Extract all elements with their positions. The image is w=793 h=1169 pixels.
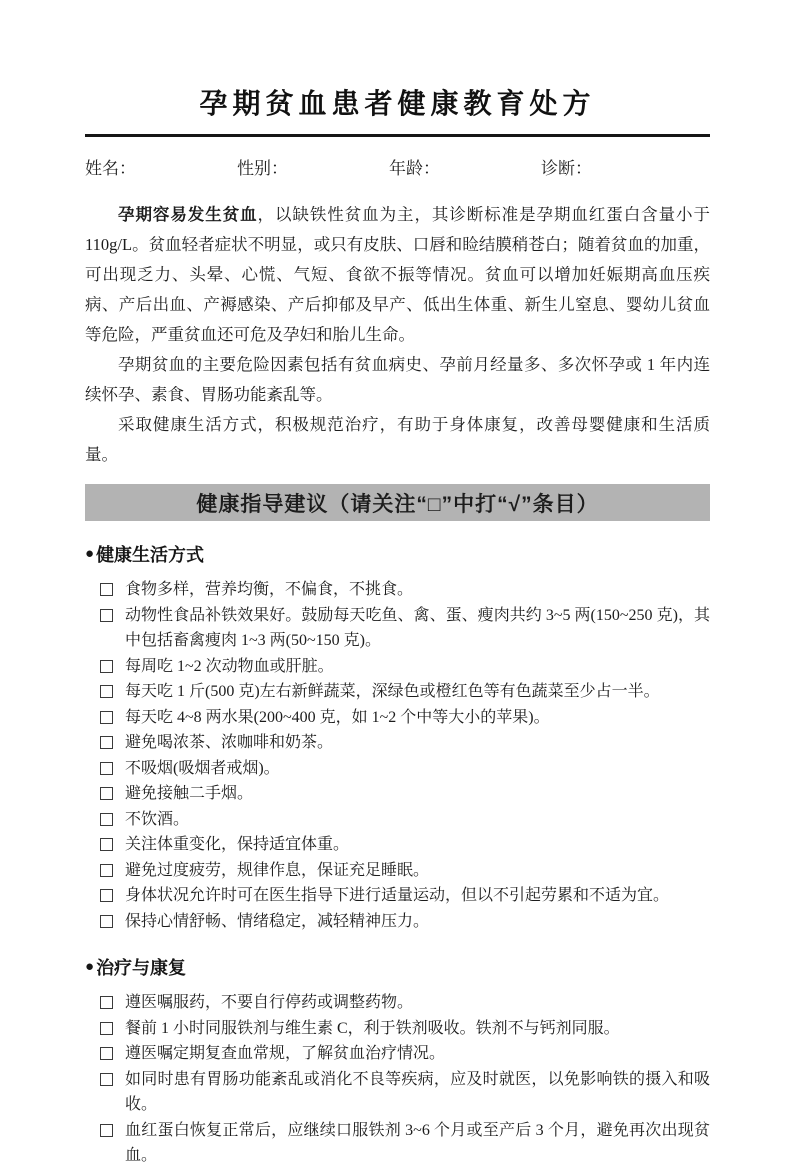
healthy-lifestyle-checklist (85, 577, 710, 934)
list-item (100, 990, 710, 1016)
list-item (100, 858, 710, 884)
checkbox-icon[interactable] (100, 996, 113, 1009)
list-item-text: 关注体重变化，保持适宜体重。 (125, 836, 350, 854)
checkbox-icon[interactable] (100, 813, 113, 826)
list-item (100, 909, 710, 935)
intro-paragraph-1-lead: 孕期容易发生贫血 (118, 205, 258, 225)
list-item-text: 餐前 1 小时同服铁剂与维生素 C，利于铁剂吸收。铁剂不与钙剂同服。 (125, 1019, 620, 1037)
list-item-text: 遵医嘱服药，不要自行停药或调整药物。 (125, 994, 414, 1012)
list-item (100, 1067, 710, 1118)
checkbox-icon[interactable] (100, 736, 113, 749)
section-banner-title: 健康指导建议（请关注“□”中打“√”条目） (196, 492, 599, 516)
treatment-recovery-checklist (85, 990, 710, 1169)
checkbox-icon[interactable] (100, 609, 113, 622)
list-item-text: 身体状况允许时可在医生指导下进行适量运动，但以不引起劳累和不适为宜。 (125, 887, 670, 905)
checkbox-icon[interactable] (100, 583, 113, 596)
intro-paragraph-2: 孕期贫血的主要危险因素包括有贫血病史、孕前月经量多、多次怀孕或 1 年内连续怀孕、素食、胃肠功能紊乱等。 (85, 355, 710, 405)
list-item-text: 每天吃 1 斤(500 克)左右新鲜蔬菜，深绿色或橙红色等有色蔬菜至少占一半。 (125, 683, 660, 701)
list-item-text: 血红蛋白恢复正常后，应继续口服铁剂 3~6 个月或至产后 3 个月，避免再次出现贫血。 (125, 1121, 710, 1165)
page-title: 孕期贫血患者健康教育处方 (199, 88, 596, 119)
section-banner (85, 484, 710, 521)
checkbox-icon[interactable] (100, 889, 113, 902)
list-item (100, 1016, 710, 1042)
checkbox-icon[interactable] (100, 762, 113, 775)
intro-paragraph-1 (85, 200, 710, 350)
list-item-text: 避免过度疲劳，规律作息，保证充足睡眠。 (125, 861, 430, 879)
list-item-text: 每周吃 1~2 次动物血或肝脏。 (125, 657, 334, 675)
list-item (100, 603, 710, 654)
checkbox-icon[interactable] (100, 1022, 113, 1035)
checkbox-icon[interactable] (100, 864, 113, 877)
list-item (100, 654, 710, 680)
section-heading-label: 治疗与康复 (96, 958, 187, 979)
gender-field-label: 性别： (237, 159, 288, 179)
title-divider (85, 134, 710, 137)
list-item (100, 1041, 710, 1067)
age-field-label: 年龄： (389, 159, 440, 179)
checkbox-icon[interactable] (100, 915, 113, 928)
list-item-text: 避免接触二手烟。 (125, 785, 254, 803)
list-item (100, 883, 710, 909)
list-item-text: 每天吃 4~8 两水果(200~400 克，如 1~2 个中等大小的苹果)。 (125, 708, 550, 726)
intro-text (85, 200, 710, 470)
list-item-text: 避免喝浓茶、浓咖啡和奶茶。 (125, 734, 334, 752)
patient-info-row (85, 154, 710, 179)
list-item-text: 保持心情舒畅、情绪稳定，减轻精神压力。 (125, 912, 430, 930)
diagnosis-field-label: 诊断： (541, 159, 592, 179)
checkbox-icon[interactable] (100, 685, 113, 698)
list-item (100, 577, 710, 603)
section-heading-healthy-lifestyle (85, 541, 710, 567)
checkbox-icon[interactable] (100, 1124, 113, 1137)
bullet-icon: ● (85, 958, 95, 975)
checkbox-icon[interactable] (100, 838, 113, 851)
checkbox-icon[interactable] (100, 711, 113, 724)
name-field-label: 姓名： (85, 159, 136, 179)
bullet-icon: ● (85, 545, 95, 562)
list-item-text: 遵医嘱定期复查血常规，了解贫血治疗情况。 (125, 1045, 446, 1063)
intro-paragraph-1-body: ，以缺铁性贫血为主，其诊断标准是孕期血红蛋白含量小于 110g/L。贫血轻者症状不明显，或只有皮肤、口唇和睑结膜稍苍白；随着贫血的加重，可出现乏力、头晕、心慌、气短、食欲不振等情况。贫血可以增加妊娠期高血压疾病、产后出血、产褥感染、产后抑郁及早产、低出生体重、新生儿窒息、婴幼儿贫血等危险，严重贫血还可危及孕妇和胎儿生命。 (85, 205, 711, 345)
checkbox-icon[interactable] (100, 660, 113, 673)
checkbox-icon[interactable] (100, 787, 113, 800)
list-item (100, 832, 710, 858)
list-item (100, 756, 710, 782)
section-heading-label: 健康生活方式 (96, 545, 205, 566)
section-heading-treatment-recovery (85, 954, 710, 980)
list-item (100, 781, 710, 807)
list-item-text: 不吸烟(吸烟者戒烟)。 (125, 759, 280, 777)
list-item-text: 如同时患有胃肠功能紊乱或消化不良等疾病，应及时就医，以免影响铁的摄入和吸收。 (125, 1070, 710, 1114)
list-item (100, 705, 710, 731)
checkbox-icon[interactable] (100, 1073, 113, 1086)
list-item-text: 食物多样，营养均衡，不偏食，不挑食。 (125, 581, 414, 599)
list-item (100, 730, 710, 756)
intro-paragraph-3: 采取健康生活方式，积极规范治疗，有助于身体康复，改善母婴健康和生活质量。 (85, 415, 710, 465)
list-item-text: 不饮酒。 (125, 810, 190, 828)
checkbox-icon[interactable] (100, 1047, 113, 1060)
list-item (100, 1118, 710, 1169)
list-item-text: 动物性食品补铁效果好。鼓励每天吃鱼、禽、蛋、瘦肉共约 3~5 两(150~250 克)，其中包括畜禽瘦肉 1~3 两(50~150 克)。 (125, 606, 710, 650)
list-item (100, 679, 710, 705)
list-item (100, 807, 710, 833)
